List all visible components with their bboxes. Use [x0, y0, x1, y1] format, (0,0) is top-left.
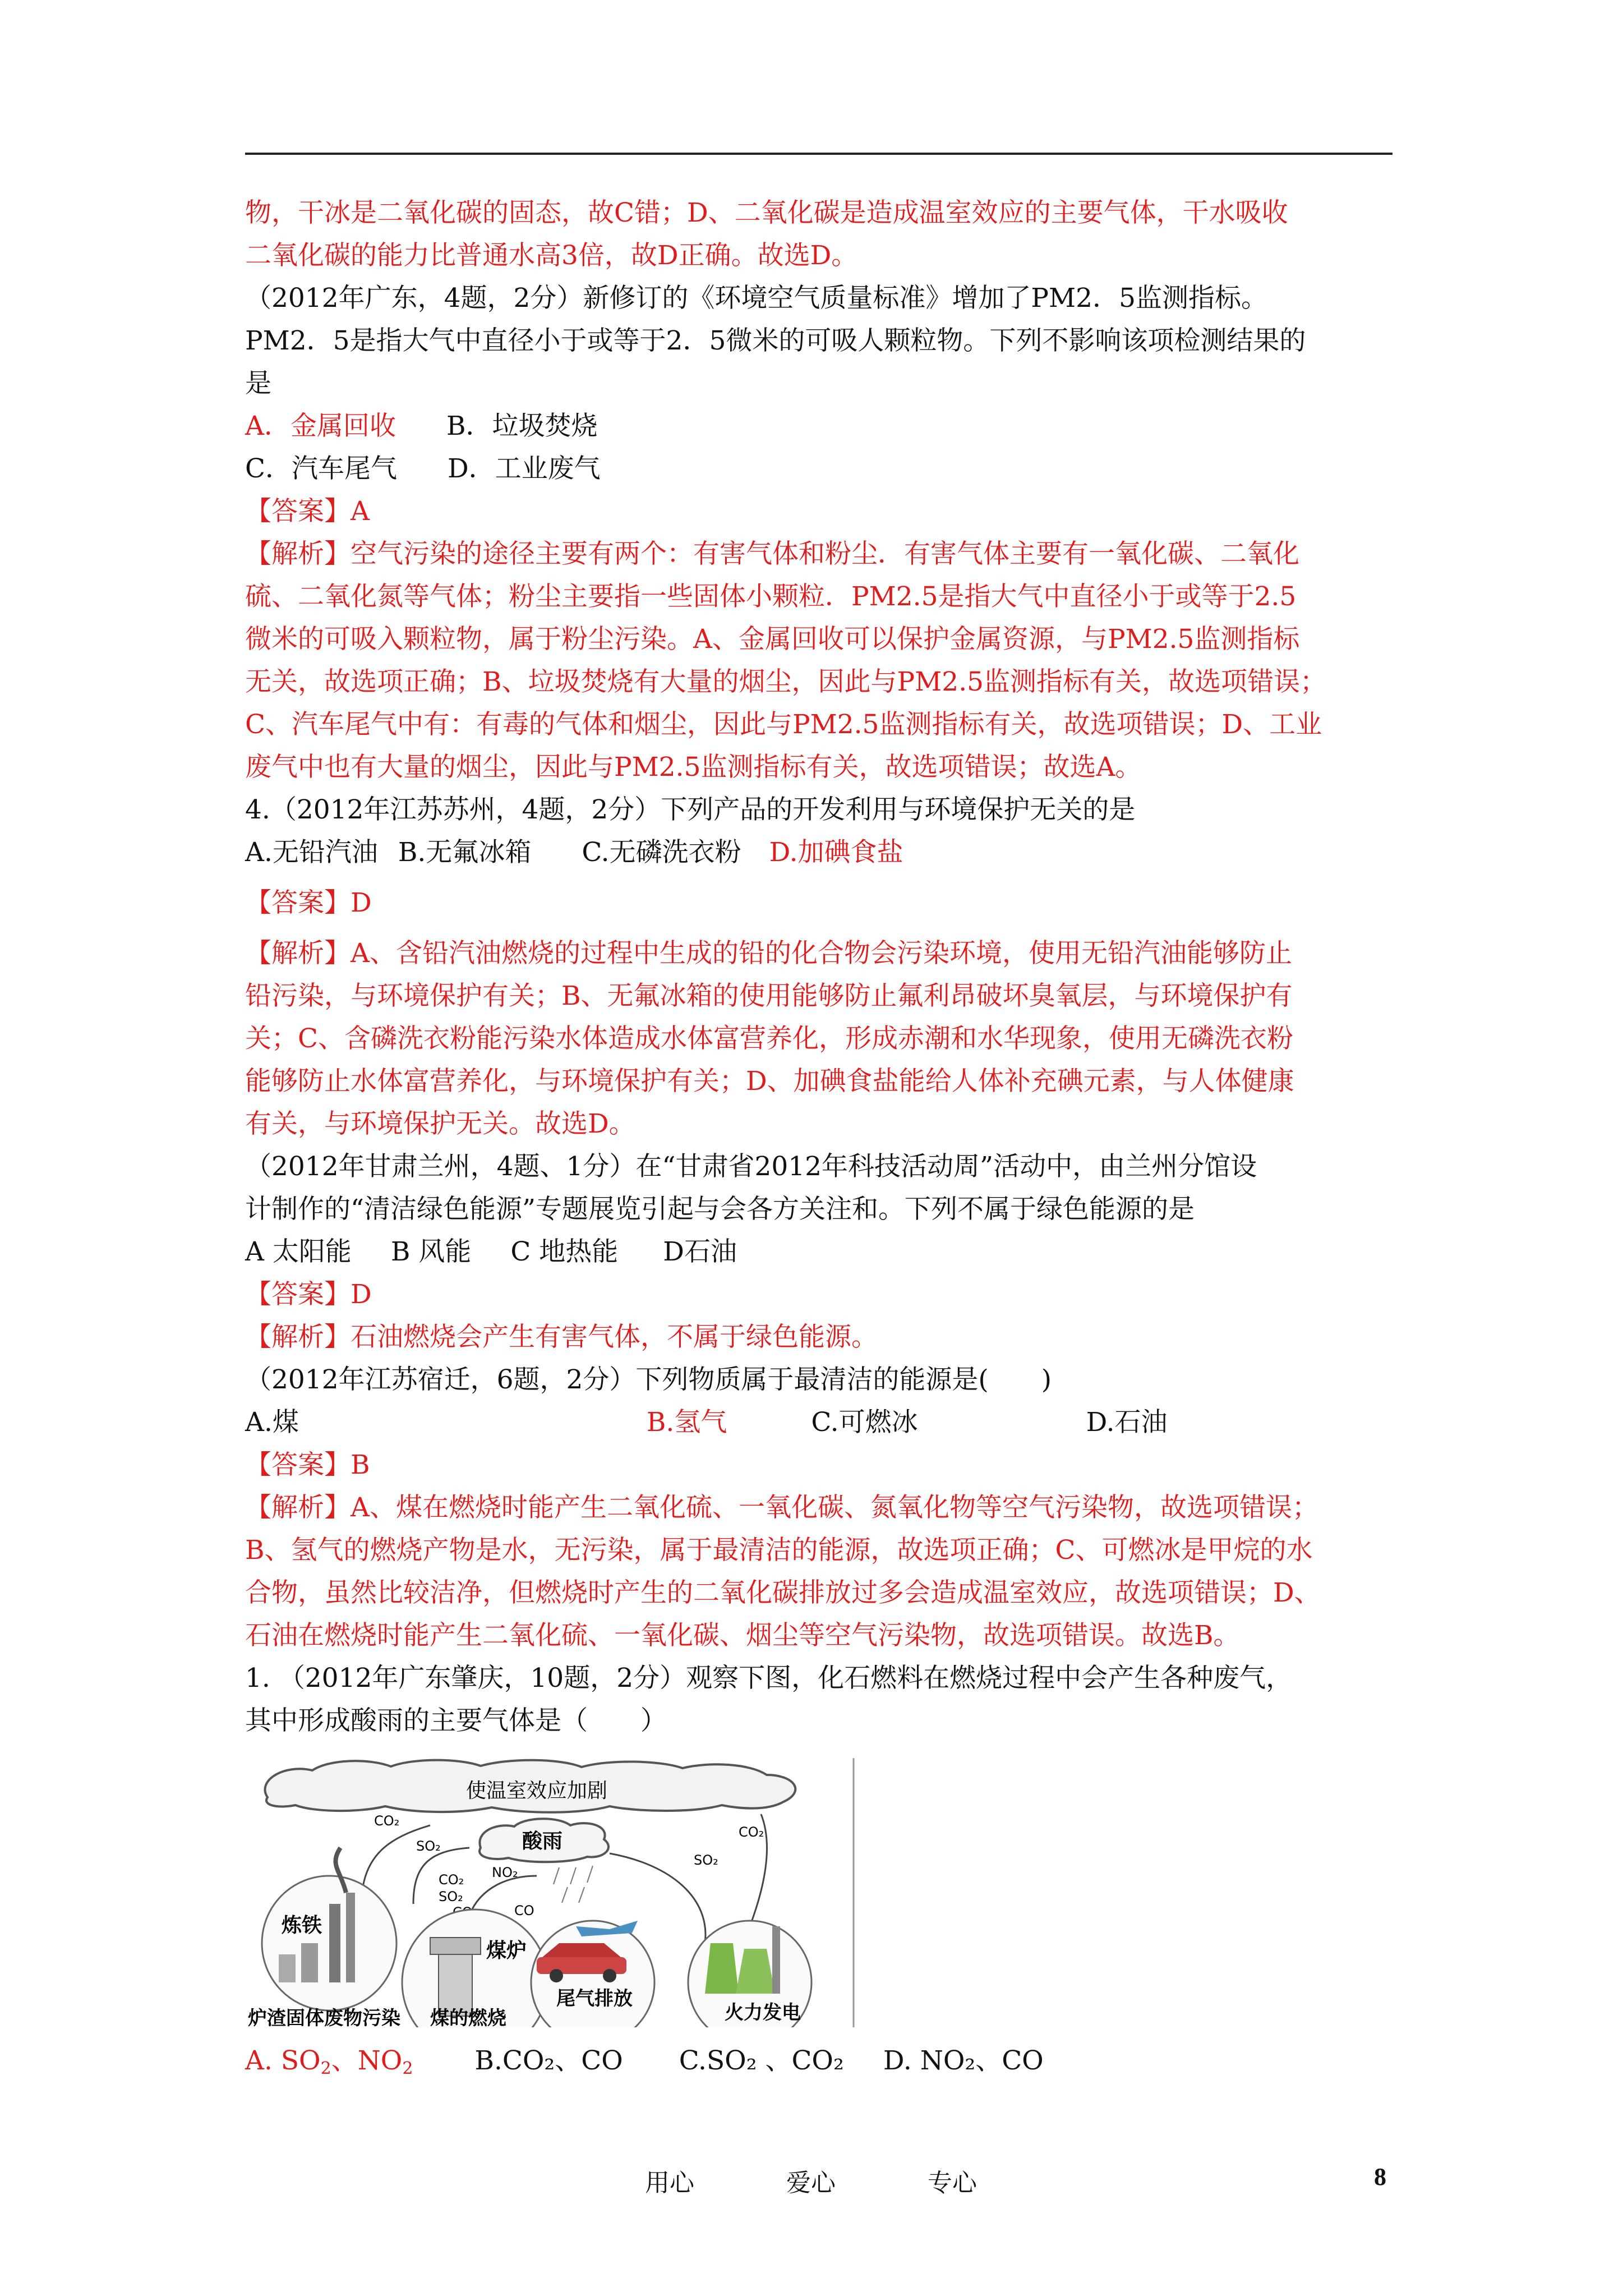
option-a: A.煤	[245, 1407, 299, 1438]
analysis-line	[245, 1487, 1395, 1529]
option-d: D.石油	[1086, 1407, 1168, 1438]
footer-word: 专心	[928, 2169, 977, 2197]
option-b: B.无氟冰箱	[398, 837, 532, 868]
question-stem: （2012年广东，4题，2分）新修订的《环境空气质量标准》增加了PM2．5监测指标。	[245, 283, 1267, 314]
analysis-label: 【解析】	[245, 1322, 351, 1352]
analysis-line: 合物，虽然比较洁净，但燃烧时产生的二氧化碳排放过多会造成温室效应，故选项错误；D、	[245, 1577, 1321, 1608]
co2-label: CO₂	[739, 1824, 764, 1840]
answer: 【答案】D	[245, 1279, 372, 1310]
option-c: C．汽车尾气	[245, 453, 397, 484]
iron-label: 炼铁	[282, 1914, 322, 1937]
option-d: D. NO₂、CO	[883, 2045, 1044, 2076]
footer-word: 爱心	[786, 2169, 836, 2197]
analysis-text: A、煤在燃烧时能产生二氧化硫、一氧化碳、氮氧化物等空气污染物，故选项错误；	[351, 1492, 1318, 1523]
pollution-diagram	[245, 1758, 856, 2027]
page-number: 8	[1374, 2163, 1386, 2191]
question-stem: PM2．5是指大气中直径小于或等于2．5微米的可吸人颗粒物。下列不影响该项检测结果的	[245, 325, 1306, 356]
power-label: 火力发电	[725, 2001, 801, 2024]
co2-label: CO₂	[374, 1813, 400, 1829]
analysis-line	[245, 932, 1395, 975]
options-row	[245, 448, 1395, 490]
header-rule	[245, 153, 1393, 155]
option-c: C.SO₂ 、CO₂	[679, 2045, 844, 2076]
acid-rain-label: 酸雨	[522, 1830, 563, 1853]
options-row	[245, 1401, 1395, 1444]
option-d: D．工业废气	[447, 453, 601, 484]
exhaust-label: 尾气排放	[556, 1987, 633, 2010]
analysis-line	[245, 1316, 1395, 1359]
option-a: A．金属回收	[245, 411, 396, 441]
option-c: C 地热能	[510, 1236, 619, 1267]
analysis-line: 关；C、含磷洗衣粉能污染水体造成水体富营养化，形成赤潮和水华现象，使用无磷洗衣粉	[245, 1023, 1293, 1054]
options-row	[245, 405, 1395, 448]
question-stem: 4.（2012年江苏苏州，4题，2分）下列产品的开发利用与环境保护无关的是	[245, 794, 1136, 825]
cloud-label: 使温室效应加剧	[465, 1779, 608, 1802]
so2-label: SO₂	[439, 1889, 463, 1904]
question-stem: 计制作的“清洁绿色能源”专题展览引起与会各方关注和。下列不属于绿色能源的是	[245, 1194, 1195, 1225]
analysis-line	[245, 533, 1395, 576]
so2-label: SO₂	[694, 1852, 718, 1868]
question-stem: （2012年江苏宿迁，6题，2分）下列物质属于最清洁的能源是( )	[245, 1364, 1052, 1395]
option-b: B 风能	[390, 1236, 472, 1267]
option-a: A.无铅汽油	[245, 837, 378, 868]
option-c: C.可燃冰	[811, 1407, 918, 1438]
answer: 【答案】A	[245, 496, 370, 527]
option-b: B.CO₂、CO	[474, 2045, 623, 2076]
analysis-line: 铅污染，与环境保护有关；B、无氟冰箱的使用能够防止氟利昂破坏臭氧层，与环境保护有	[245, 981, 1293, 1011]
slag-label: 炉渣固体废物污染	[248, 2007, 400, 2027]
analysis-line: 能够防止水体富营养化，与环境保护有关；D、加碘食盐能给人体补充碘元素，与人体健康	[245, 1066, 1294, 1097]
option-d: D.加碘食盐	[769, 837, 903, 868]
question-stem: 是	[245, 368, 271, 399]
analysis-label: 【解析】	[245, 539, 351, 569]
rain-lines	[554, 1866, 593, 1903]
option-b: B.氢气	[646, 1407, 727, 1438]
analysis-line: 微米的可吸入颗粒物，属于粉尘污染。A、金属回收可以保护金属资源，与PM2.5监测指标	[245, 624, 1300, 655]
option-a: A 太阳能	[245, 1236, 352, 1267]
analysis-line: 废气中也有大量的烟尘，因此与PM2.5监测指标有关，故选项错误；故选A。	[245, 752, 1142, 783]
option-d: D石油	[663, 1236, 737, 1267]
pollution-diagram-svg	[245, 1758, 856, 2027]
no2-label: NO₂	[492, 1865, 518, 1880]
explanation-continued-line: 二氧化碳的能力比普通水高3倍，故D正确。故选D。	[245, 240, 858, 271]
options-row	[245, 1231, 1395, 1273]
analysis-label: 【解析】	[245, 1492, 351, 1523]
analysis-text: 石油燃烧会产生有害气体，不属于绿色能源。	[351, 1322, 878, 1352]
option-c: C.无磷洗衣粉	[582, 837, 741, 868]
co-label: CO	[514, 1903, 534, 1918]
co2-label: CO₂	[439, 1872, 464, 1888]
analysis-text: 空气污染的途径主要有两个：有害气体和粉尘．有害气体主要有一氧化碳、二氧化	[351, 539, 1299, 569]
option-b: B．垃圾焚烧	[446, 411, 598, 441]
analysis-line: 石油在燃烧时能产生二氧化硫、一氧化碳、烟尘等空气污染物，故选项错误。故选B。	[245, 1620, 1240, 1651]
page-content	[245, 192, 1395, 2090]
so2-label: SO₂	[416, 1838, 441, 1854]
question-stem: （2012年甘肃兰州，4题、1分）在“甘肃省2012年科技活动周”活动中，由兰州分馆设	[245, 1151, 1257, 1182]
answer: 【答案】B	[245, 1450, 370, 1480]
analysis-line: 硫、二氧化氮等气体；粉尘主要指一些固体小颗粒．PM2.5是指大气中直径小于或等于2.5	[245, 581, 1297, 612]
coal-burning-label: 煤的燃烧	[430, 2007, 506, 2027]
explanation-continued-line: 物，干冰是二氧化碳的固态，故C错；D、二氧化碳是造成温室效应的主要气体，干水吸收	[245, 197, 1288, 228]
answer: 【答案】D	[245, 887, 372, 918]
option-a: A. $SO_2$、$NO_2$	[245, 2045, 413, 2078]
analysis-line: B、氢气的燃烧产物是水，无污染，属于最清洁的能源，故选项正确；C、可燃冰是甲烷的水	[245, 1535, 1313, 1566]
question-stem: 1. （2012年广东肇庆，10题，2分）观察下图，化石燃料在燃烧过程中会产生各种废气，	[245, 1663, 1293, 1694]
options-row	[245, 831, 1395, 874]
footer-motto	[645, 2162, 1061, 2198]
footer-word: 用心	[645, 2169, 694, 2197]
analysis-line: C、汽车尾气中有：有毒的气体和烟尘，因此与PM2.5监测指标有关，故选项错误；D、工业	[245, 709, 1322, 740]
stove-label: 煤炉	[486, 1939, 527, 1962]
analysis-text: A、含铅汽油燃烧的过程中生成的铅的化合物会污染环境，使用无铅汽油能够防止	[351, 938, 1292, 969]
analysis-label: 【解析】	[245, 938, 351, 969]
options-row	[245, 2040, 1395, 2090]
question-stem: 其中形成酸雨的主要气体是（ ）	[245, 1705, 667, 1736]
analysis-line: 有关，与环境保护无关。故选D。	[245, 1108, 635, 1139]
analysis-line: 无关，故选项正确；B、垃圾焚烧有大量的烟尘，因此与PM2.5监测指标有关，故选项错误；	[245, 666, 1327, 697]
